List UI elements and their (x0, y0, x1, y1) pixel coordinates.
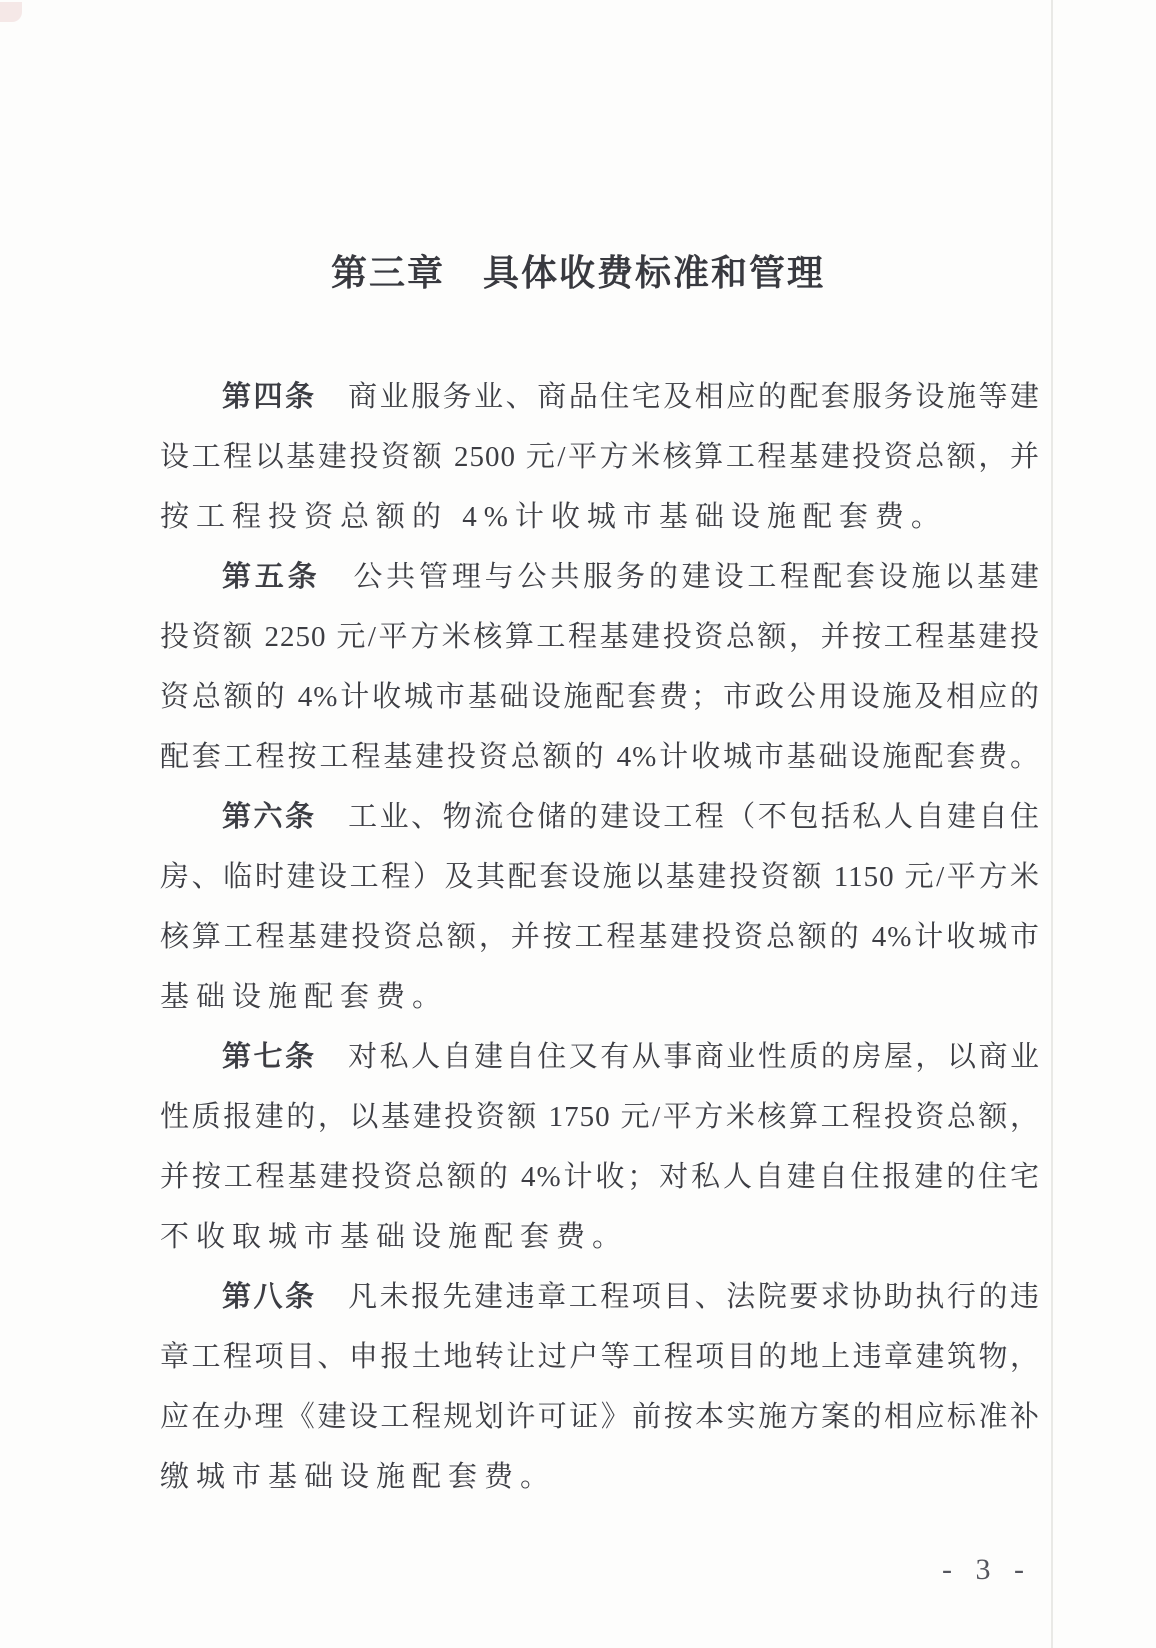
article-7 (160, 1027, 1040, 1267)
article-6-line-4: 基础设施配套费。 (160, 981, 449, 1013)
article-7-line-4: 不收取城市基础设施配套费。 (160, 1221, 629, 1253)
article-6-line-1 (160, 787, 1040, 847)
article-5-line-4: 配套工程按工程基建投资总额的 4%计收城市基础设施配套费。 (160, 741, 1040, 773)
article-7-line-2: 性质报建的，以基建投资额 1750 元/平方米核算工程投资总额， (160, 1101, 1040, 1133)
chapter-title: 第三章 具体收费标准和管理 (330, 253, 825, 293)
article-4 (160, 367, 1040, 547)
article-4-text: 商业服务业、商品住宅及相应的配套服务设施等建 (316, 381, 1040, 413)
article-5-label: 第五条 (222, 561, 321, 593)
article-8-line-4: 缴城市基础设施配套费。 (160, 1461, 557, 1493)
article-6-text: 工业、物流仓储的建设工程（不包括私人自建自住 (316, 801, 1040, 833)
article-7-label: 第七条 (222, 1041, 317, 1073)
article-8-label: 第八条 (222, 1281, 317, 1313)
article-6-line-2: 房、临时建设工程）及其配套设施以基建投资额 1150 元/平方米 (160, 861, 1040, 893)
article-5-text: 公共管理与公共服务的建设工程配套设施以基建 (320, 561, 1040, 593)
scan-smudge-artifact (0, 2, 22, 22)
article-4-line-1 (160, 367, 1040, 427)
document-body (160, 367, 1040, 1507)
article-5-line-2: 投资额 2250 元/平方米核算工程基建投资总额，并按工程基建投 (160, 621, 1040, 653)
article-7-line-1 (160, 1027, 1040, 1087)
article-4-label: 第四条 (222, 381, 317, 413)
article-4-line-3: 按工程投资总额的 4%计收城市基础设施配套费。 (160, 501, 947, 533)
article-7-line-3: 并按工程基建投资总额的 4%计收；对私人自建自住报建的住宅 (160, 1161, 1040, 1193)
article-7-text: 对私人自建自住又有从事商业性质的房屋，以商业 (316, 1041, 1040, 1073)
article-6-line-3: 核算工程基建投资总额，并按工程基建投资总额的 4%计收城市 (160, 921, 1040, 953)
article-6-label: 第六条 (222, 801, 317, 833)
article-8-line-3: 应在办理《建设工程规划许可证》前按本实施方案的相应标准补 (160, 1401, 1040, 1433)
article-5-line-3: 资总额的 4%计收城市基础设施配套费；市政公用设施及相应的 (160, 681, 1040, 713)
article-8-line-2: 章工程项目、申报土地转让过户等工程项目的地上违章建筑物， (160, 1341, 1040, 1373)
article-4-line-2: 设工程以基建投资额 2500 元/平方米核算工程基建投资总额，并 (160, 441, 1040, 473)
article-5 (160, 547, 1040, 787)
article-5-line-1 (160, 547, 1040, 607)
page-number: - 3 - (942, 1553, 1032, 1586)
scan-fold-line-artifact (1051, 0, 1053, 1648)
article-6 (160, 787, 1040, 1027)
article-8-line-1 (160, 1267, 1040, 1327)
article-8-text: 凡未报先建违章工程项目、法院要求协助执行的违 (316, 1281, 1040, 1313)
article-8 (160, 1267, 1040, 1507)
